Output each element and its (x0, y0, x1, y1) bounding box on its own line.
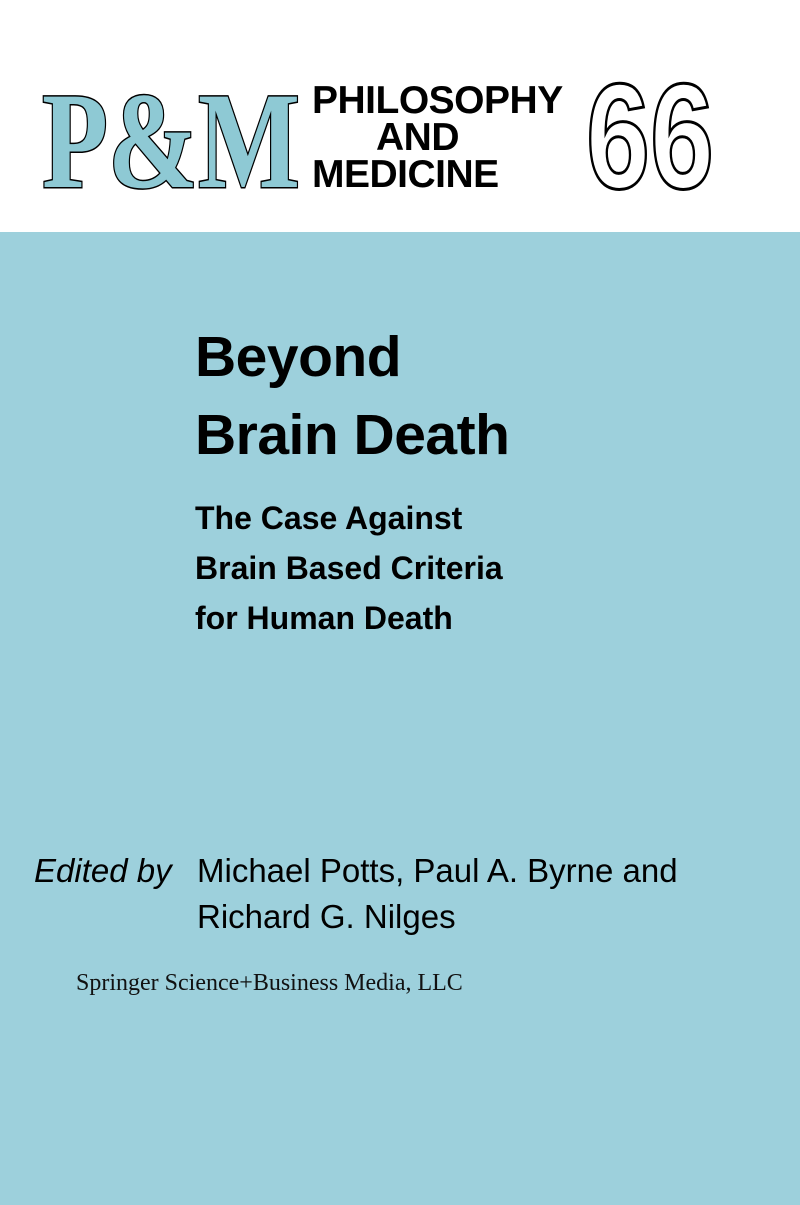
series-name (312, 79, 563, 196)
series-header (0, 0, 800, 232)
series-name-line-1: PHILOSOPHY (312, 79, 563, 122)
series-volume-number (582, 60, 722, 210)
editors-line-2: Richard G. Nilges (197, 898, 456, 935)
book-subtitle-line-1: The Case Against (195, 500, 463, 536)
editors-list (197, 848, 678, 940)
editors-line-1: Michael Potts, Paul A. Byrne and (197, 852, 678, 889)
series-logo-text: P&M (42, 64, 300, 217)
edited-by-label: Edited by (34, 852, 172, 889)
book-title (195, 318, 509, 474)
book-subtitle-line-2: Brain Based Criteria (195, 550, 503, 586)
book-subtitle (195, 493, 503, 643)
book-subtitle-line-3: for Human Death (195, 600, 453, 636)
series-name-line-2: AND (376, 116, 459, 159)
publisher-name: Springer Science+Business Media, LLC (76, 970, 463, 996)
book-title-line-1: Beyond (195, 325, 402, 389)
series-name-line-3: MEDICINE (312, 153, 499, 196)
book-title-line-2: Brain Death (195, 403, 510, 467)
series-volume-text: 66 (586, 60, 714, 210)
series-logo (0, 0, 310, 232)
